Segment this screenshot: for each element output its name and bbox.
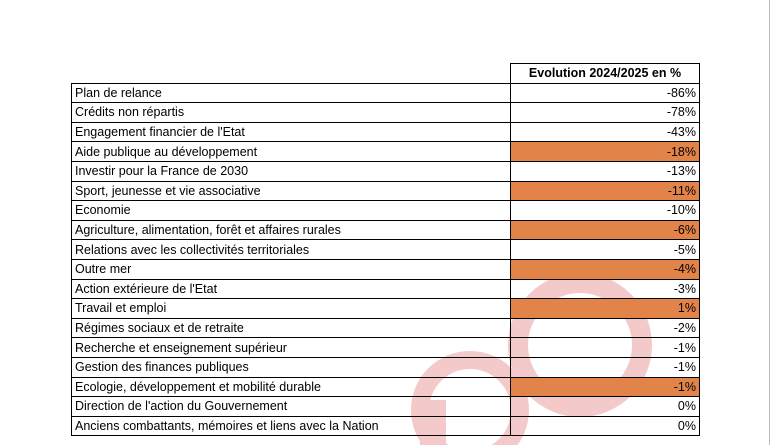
table-row	[72, 377, 700, 397]
table-row	[72, 181, 700, 201]
table-row	[72, 201, 700, 221]
row-value: 1%	[511, 299, 700, 319]
row-value: -11%	[511, 181, 700, 201]
table-row	[72, 103, 700, 123]
row-label: Economie	[72, 201, 511, 221]
table-row	[72, 279, 700, 299]
table-row	[72, 122, 700, 142]
header-evolution: Evolution 2024/2025 en %	[511, 64, 700, 84]
row-label: Outre mer	[72, 259, 511, 279]
row-label: Engagement financier de l'Etat	[72, 122, 511, 142]
row-label: Sport, jeunesse et vie associative	[72, 181, 511, 201]
row-label: Investir pour la France de 2030	[72, 161, 511, 181]
row-label: Agriculture, alimentation, forêt et affaires rurales	[72, 220, 511, 240]
row-value: -1%	[511, 357, 700, 377]
table-row	[72, 161, 700, 181]
row-label: Gestion des finances publiques	[72, 357, 511, 377]
table-row	[72, 338, 700, 358]
row-value: -2%	[511, 318, 700, 338]
row-value: 0%	[511, 416, 700, 436]
table-row	[72, 240, 700, 260]
row-label: Direction de l'action du Gouvernement	[72, 397, 511, 417]
table-row	[72, 318, 700, 338]
table-row	[72, 220, 700, 240]
row-label: Régimes sociaux et de retraite	[72, 318, 511, 338]
row-value: -5%	[511, 240, 700, 260]
row-value: -78%	[511, 103, 700, 123]
row-label: Recherche et enseignement supérieur	[72, 338, 511, 358]
table-row	[72, 416, 700, 436]
row-value: -43%	[511, 122, 700, 142]
row-label: Crédits non répartis	[72, 103, 511, 123]
row-value: -1%	[511, 377, 700, 397]
row-label: Aide publique au développement	[72, 142, 511, 162]
table-header-row	[72, 64, 700, 84]
table-row	[72, 397, 700, 417]
row-label: Plan de relance	[72, 83, 511, 103]
row-value: -1%	[511, 338, 700, 358]
budget-evolution-table	[71, 63, 700, 436]
page-edge	[769, 0, 770, 445]
row-value: -4%	[511, 259, 700, 279]
table-row	[72, 142, 700, 162]
table-row	[72, 83, 700, 103]
row-value: -13%	[511, 161, 700, 181]
row-label: Relations avec les collectivités territoriales	[72, 240, 511, 260]
row-label: Action extérieure de l'Etat	[72, 279, 511, 299]
row-value: -18%	[511, 142, 700, 162]
row-label: Ecologie, développement et mobilité durable	[72, 377, 511, 397]
header-blank-cell	[72, 64, 511, 84]
table-body	[72, 83, 700, 436]
row-value: -6%	[511, 220, 700, 240]
row-value: -3%	[511, 279, 700, 299]
row-value: -10%	[511, 201, 700, 221]
table-row	[72, 357, 700, 377]
row-value: 0%	[511, 397, 700, 417]
row-label: Anciens combattants, mémoires et liens avec la Nation	[72, 416, 511, 436]
row-label: Travail et emploi	[72, 299, 511, 319]
table-row	[72, 299, 700, 319]
table-row	[72, 259, 700, 279]
row-value: -86%	[511, 83, 700, 103]
